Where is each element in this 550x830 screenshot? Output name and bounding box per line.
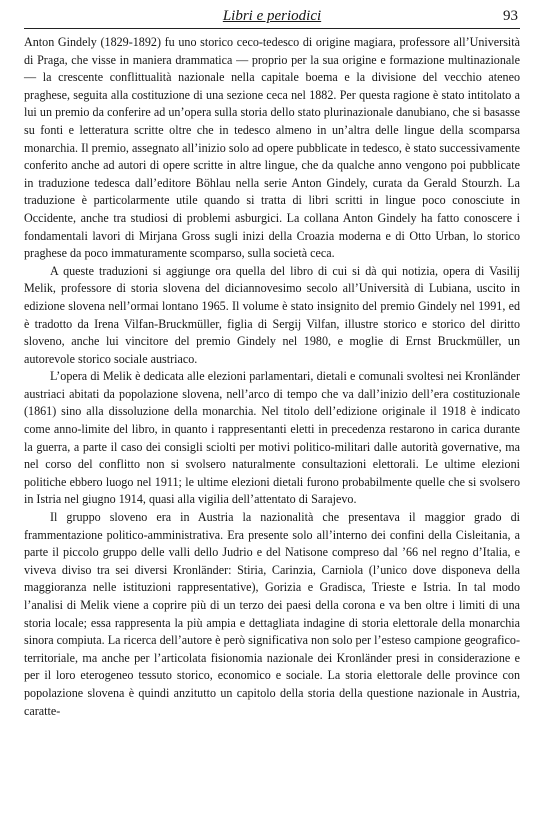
- page-header: [24, 6, 520, 29]
- paragraph: A queste traduzioni si aggiunge ora quella del libro di cui si dà qui notizia, opera di Vasilij Melik, professore di storia slovena del diciannovesimo secolo all’Università di Lubiana, uscito in edizione slovena nell’ormai lontano 1965. Il volume è stato insignito del premio Gindely nel 1991, ed è tradotto da Irena Vilfan-Bruckmüller, figlia di Sergij Vilfan, illustre storico e storico del diritto sloveno, anche lui vincitore del premio Gindely nel 1980, e moglie di Ernst Bruckmüller, un autorevole storico sociale austriaco.: [24, 263, 520, 366]
- paragraph: Il gruppo sloveno era in Austria la nazionalità che presentava il maggior grado di frammentazione politico-amministrativa. Era presente solo all’interno dei confini della Cisleitania, a parte il piccolo gruppo delle valli dello Judrio e del Natisone compreso dal ’66 nel regno d’Italia, e viveva diviso tra sei diversi Kronländer: Stiria, Carinzia, Carniola (l’unico dove disponeva della maggioranza nelle istituzioni rappresentative), Gorizia e Gradisca, Trieste e Istria. In tal modo l’analisi di Melik viene a coprire più di un terzo dei paesi della corona e va ben oltre i limiti di una storia locale; essa rappresenta la più ampia e dettagliata indagine di storia elettorale della monarchia sinora compiuta. La ricerca dell’autore è però significativa non solo per l’esteso campione geografico-territoriale, ma anche per l’articolata fisionomia nazionale dei Kronländer presi in considerazione e per il loro eterogeneo tessuto storico, economico e sociale. La storia elettorale delle province con popolazione slovena è quindi anzitutto un capitolo della storia della questione nazionale in Austria, caratte-: [24, 510, 520, 718]
- paragraph: Anton Gindely (1829-1892) fu uno storico ceco-tedesco di origine magiara, professore all’Università di Praga, che visse in maniera drammatica — proprio per la sua origine e formazione multinazionale — la crescente conflittualità nazionale nella capitale boema e la divisione del vecchio ateneo praghese, seguita alla costituzione di una sezione ceca nel 1882. Per questa ragione è stato intitolato a lui un premio da conferire ad un’opera sulla storia dello stato plurinazionale danubiano, che si basasse su fonti e letteratura scritte oltre che in tedesco almeno in un’altra delle lingue della scomparsa monarchia. Il premio, assegnato all’inizio solo ad opere pubblicate in tedesco, è stato successivamente conferito anche ad autori di opere scritte in altre lingue, che da qualche anno vengono poi pubblicate in traduzione tedesca dall’editore Böhlau nella serie Anton Gindely, curata da Gerald Stourzh. La traduzione è particolarmente utile quando si tratta di libri scritti in lingue poco conosciute in Occidente, anche tra studiosi di problemi asburgici. La collana Anton Gindely ha fatto conoscere i fondamentali lavori di Mirjana Gross sugli inizi della Croazia moderna e di Otto Urban, lo storico praghese da poco immaturamente scomparso, sulla società ceca.: [24, 35, 520, 261]
- running-title: Libri e periodici: [222, 8, 322, 24]
- body-text: [24, 34, 520, 720]
- page-number: 93: [503, 8, 518, 24]
- paragraph: L’opera di Melik è dedicata alle elezioni parlamentari, dietali e comunali svoltesi nei Kronländer austriaci abitati da popolazione slovena, nell’arco di tempo che va dall’inizio dell’era costituzionale (1861) sino alla dissoluzione della monarchia. Nel titolo dell’edizione originale il 1918 è indicato come anno-limite del libro, in quanto i rappresentanti eletti in precedenza restarono in carica durante la guerra, a parte il caso dei consigli sciolti per motivi politico-militari dalle autorità governative, ma nel corso del conflitto non si svolsero naturalmente consultazioni elettorali. Le ultime elezioni politiche ebbero luogo nel 1911; le ultime elezioni dietali furono probabilmente quelle che si svolsero in Istria nel giugno 1914, quasi alla vigilia dell’attentato di Sarajevo.: [24, 369, 520, 507]
